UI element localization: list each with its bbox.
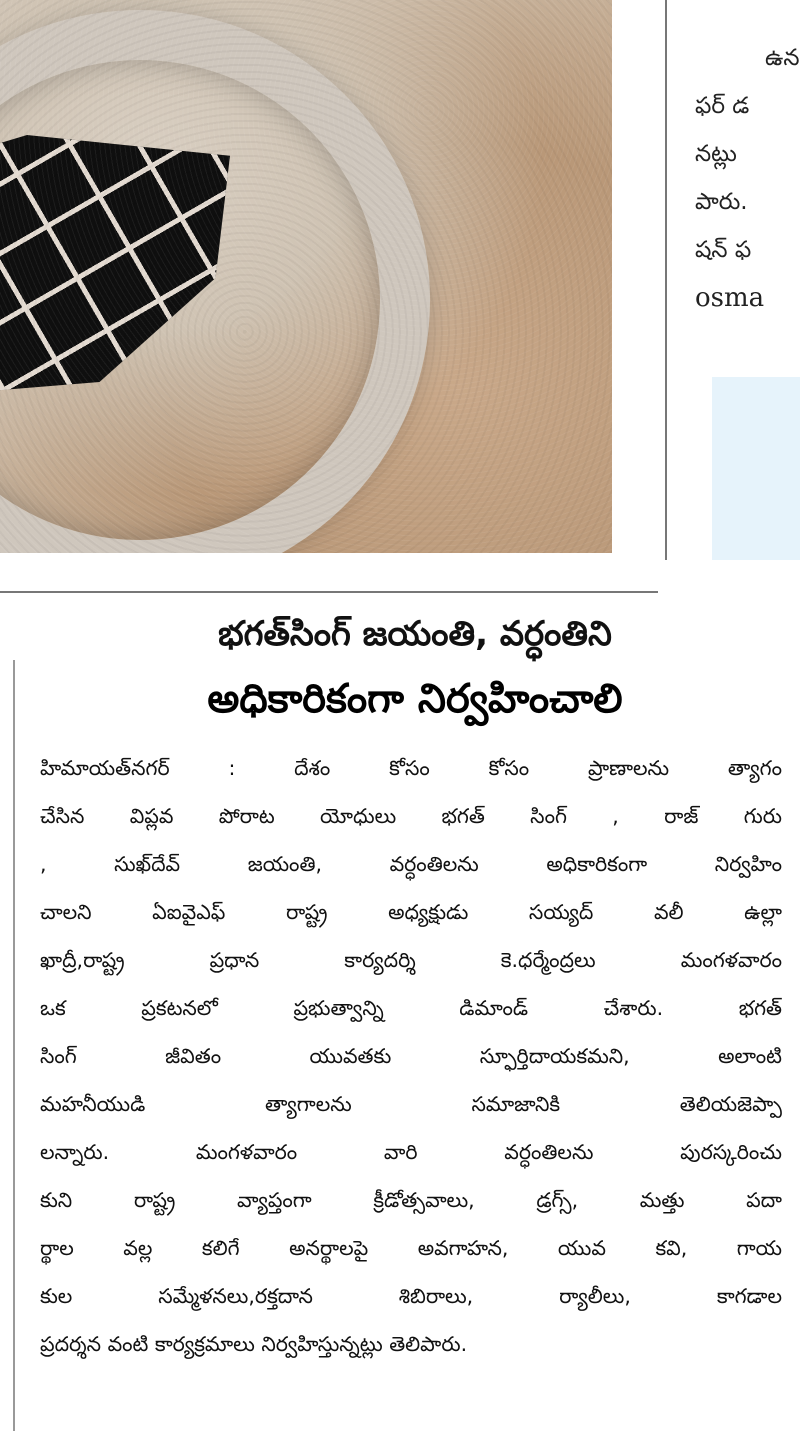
body-line: కుల సమ్మేళనలు,రక్తదాన శిబిరాలు, ర్యాలీలు, కాగడాల <box>40 1284 782 1308</box>
section-divider <box>0 591 658 593</box>
body-line: ప్రదర్శన వంటి కార్యక్రమాలు నిర్వహిస్తున్నట్లు తెలిపారు. <box>40 1332 468 1356</box>
headline-line-1: భగత్‌సింగ్ జయంతి, వర్ధంతిని <box>218 614 612 654</box>
fragment-line: ఫర్ డ <box>695 93 750 119</box>
body-line: చేసిన విప్లవ పోరాట యోధులు భగత్ సింగ్ , రాజ్ గురు <box>40 804 782 828</box>
adjacent-article-fragment <box>695 34 800 322</box>
body-line: , సుఖ్‌దేవ్ జయంతి, వర్ధంతిలను అధికారికంగా నిర్వహిం <box>40 852 782 876</box>
left-column-rule <box>13 660 15 1431</box>
body-line: సింగ్ జీవితం యువతకు స్ఫూర్తిదాయకమని, అలాంటి <box>40 1044 782 1068</box>
ground-texture <box>0 0 612 553</box>
column-divider <box>665 0 667 560</box>
body-line: మహనీయుడి త్యాగాలను సమాజానికి తెలియజెప్పా <box>40 1092 782 1116</box>
blue-ad-box <box>712 377 800 560</box>
fragment-line: షన్ ఫ <box>695 237 752 263</box>
fragment-line: నట్లు <box>695 141 737 167</box>
manhole-photo <box>0 0 612 553</box>
body-line: చాలని ఏఐవైఎఫ్ రాష్ట్ర అధ్యక్షుడు సయ్యద్ వలీ ఉల్లా <box>40 900 782 924</box>
fragment-line: ఉన <box>765 45 800 71</box>
article-body <box>40 744 782 1368</box>
body-line: హిమాయత్‌నగర్ : దేశం కోసం కోసం ప్రాణాలను త్యాగం <box>40 756 782 780</box>
body-line: ఒక ప్రకటనలో ప్రభుత్వాన్ని డిమాండ్ చేశారు. భగత్ <box>40 996 782 1020</box>
body-line: లన్నారు. మంగళవారం వారి వర్ధంతిలను పురస్కరించు <box>40 1140 782 1164</box>
body-line: ఖాద్రీ,రాష్ట్ర ప్రధాన కార్యదర్శి కె.ధర్మేంద్రలు మంగళవారం <box>40 948 782 972</box>
body-line: కుని రాష్ట్ర వ్యాప్తంగా క్రీడోత్సవాలు, డ్రగ్స్, మత్తు పదా <box>40 1188 782 1212</box>
fragment-line: పారు. <box>695 189 748 215</box>
body-line: ర్థాల వల్ల కలిగే అనర్థాలపై అవగాహన, యువ కవి, గాయ <box>40 1236 782 1260</box>
headline-line-2: అధికారికంగా నిర్వహించాలి <box>207 676 623 722</box>
fragment-line: osma <box>695 283 765 313</box>
